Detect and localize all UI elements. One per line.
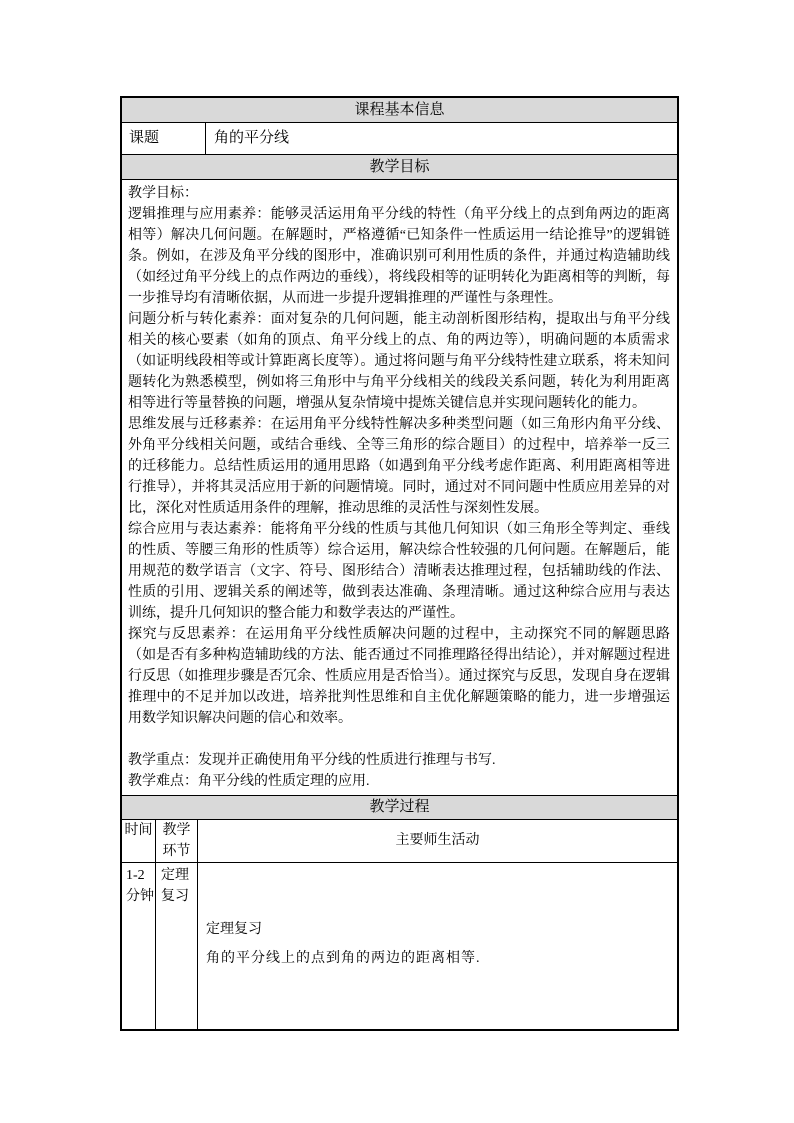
- topic-row: [122, 123, 677, 155]
- teaching-key-point: 教学重点：发现并正确使用角平分线的性质进行推理与书写.: [128, 753, 496, 768]
- teaching-difficulty: 教学难点：角平分线的性质定理的应用.: [128, 774, 370, 789]
- course-info-header: 课程基本信息: [122, 98, 677, 123]
- blank-line: [128, 729, 670, 750]
- col-header-time: 时间: [122, 820, 156, 862]
- col-header-stage: 教学环节: [156, 820, 198, 862]
- teaching-objectives-header: 教学目标: [122, 155, 677, 180]
- lesson-plan-table: [120, 96, 679, 1031]
- process-row-time-cell: 1-2分钟: [122, 863, 156, 1029]
- objectives-heading: 教学目标：: [128, 186, 198, 201]
- objective-paragraph-thinking: 思维发展与迁移素养：在运用角平分线特性解决多种类型问题（如三角形内角平分线、外角平分线相关问题，或结合垂线、全等三角形的综合题目）的过程中，培养举一反三的迁移能力。总结性质运用的通用思路（如遇到角平分线考虑作距离、利用距离相等进行推导），并将其灵活应用于新的问题情境。同时，通过对不同问题中性质应用差异的对比，深化对性质适用条件的理解，推动思维的灵活性与深刻性发展。: [128, 417, 670, 516]
- objective-paragraph-analysis: 问题分析与转化素养：面对复杂的几何问题，能主动剖析图形结构，提取出与角平分线相关的核心要素（如角的顶点、角平分线上的点、角的两边等），明确问题的本质需求（如证明线段相等或计算距离长度等）。通过将问题与角平分线特性建立联系，将未知问题转化为熟悉模型，例如将三角形中与角平分线相关的线段关系问题，转化为利用距离相等进行等量替换的问题，增强从复杂情境中提炼关键信息并实现问题转化的能力。: [128, 312, 670, 411]
- objectives-cell: [122, 180, 677, 796]
- topic-value-cell: 角的平分线: [214, 130, 290, 146]
- objective-paragraph-reflection: 探究与反思素养：在运用角平分线性质解决问题的过程中，主动探究不同的解题思路（如是否有多种构造辅助线的方法、能否通过不同推理路径得出结论），并对解题过程进行反思（如推理步骤是否冗余、性质应用是否恰当）。通过探究与反思，发现自身在逻辑推理中的不足并加以改进，培养批判性思维和自主优化解题策略的能力，进一步增强运用数学知识解决问题的信心和效率。: [128, 627, 670, 726]
- process-column-headers: [122, 820, 677, 863]
- col-header-activity: 主要师生活动: [395, 833, 480, 848]
- activity-heading: 定理复习: [206, 922, 262, 937]
- process-row: [122, 863, 677, 1029]
- objective-paragraph-application: 综合应用与表达素养：能将角平分线的性质与其他几何知识（如三角形全等判定、垂线的性质、等腰三角形的性质等）综合运用，解决综合性较强的几何问题。在解题后，能用规范的数学语言（文字、符号、图形结合）清晰表达推理过程，包括辅助线的作法、性质的引用、逻辑关系的阐述等，做到表达准确、条理清晰。通过这种综合应用与表达训练，提升几何知识的整合能力和数学表达的严谨性。: [128, 522, 670, 621]
- teaching-process-header: 教学过程: [122, 796, 677, 820]
- objective-paragraph-logic: 逻辑推理与应用素养：能够灵活运用角平分线的特性（角平分线上的点到角两边的距离相等）解决几何问题。在解题时，严格遵循“已知条件一性质运用一结论推导”的逻辑链条。例如，在涉及角平分线的图形中，准确识别可利用性质的条件，并通过构造辅助线（如经过角平分线上的点作两边的垂线），将线段相等的证明转化为距离相等的判断，每一步推导均有清晰依据，从而进一步提升逻辑推理的严谨性与条理性。: [128, 207, 670, 306]
- process-row-activity-cell: [198, 863, 677, 1029]
- topic-label-cell: 课题: [122, 123, 206, 154]
- process-row-stage-cell: 定理复习: [156, 863, 198, 1029]
- activity-text: 角的平分线上的点到角的两边的距离相等.: [206, 951, 481, 966]
